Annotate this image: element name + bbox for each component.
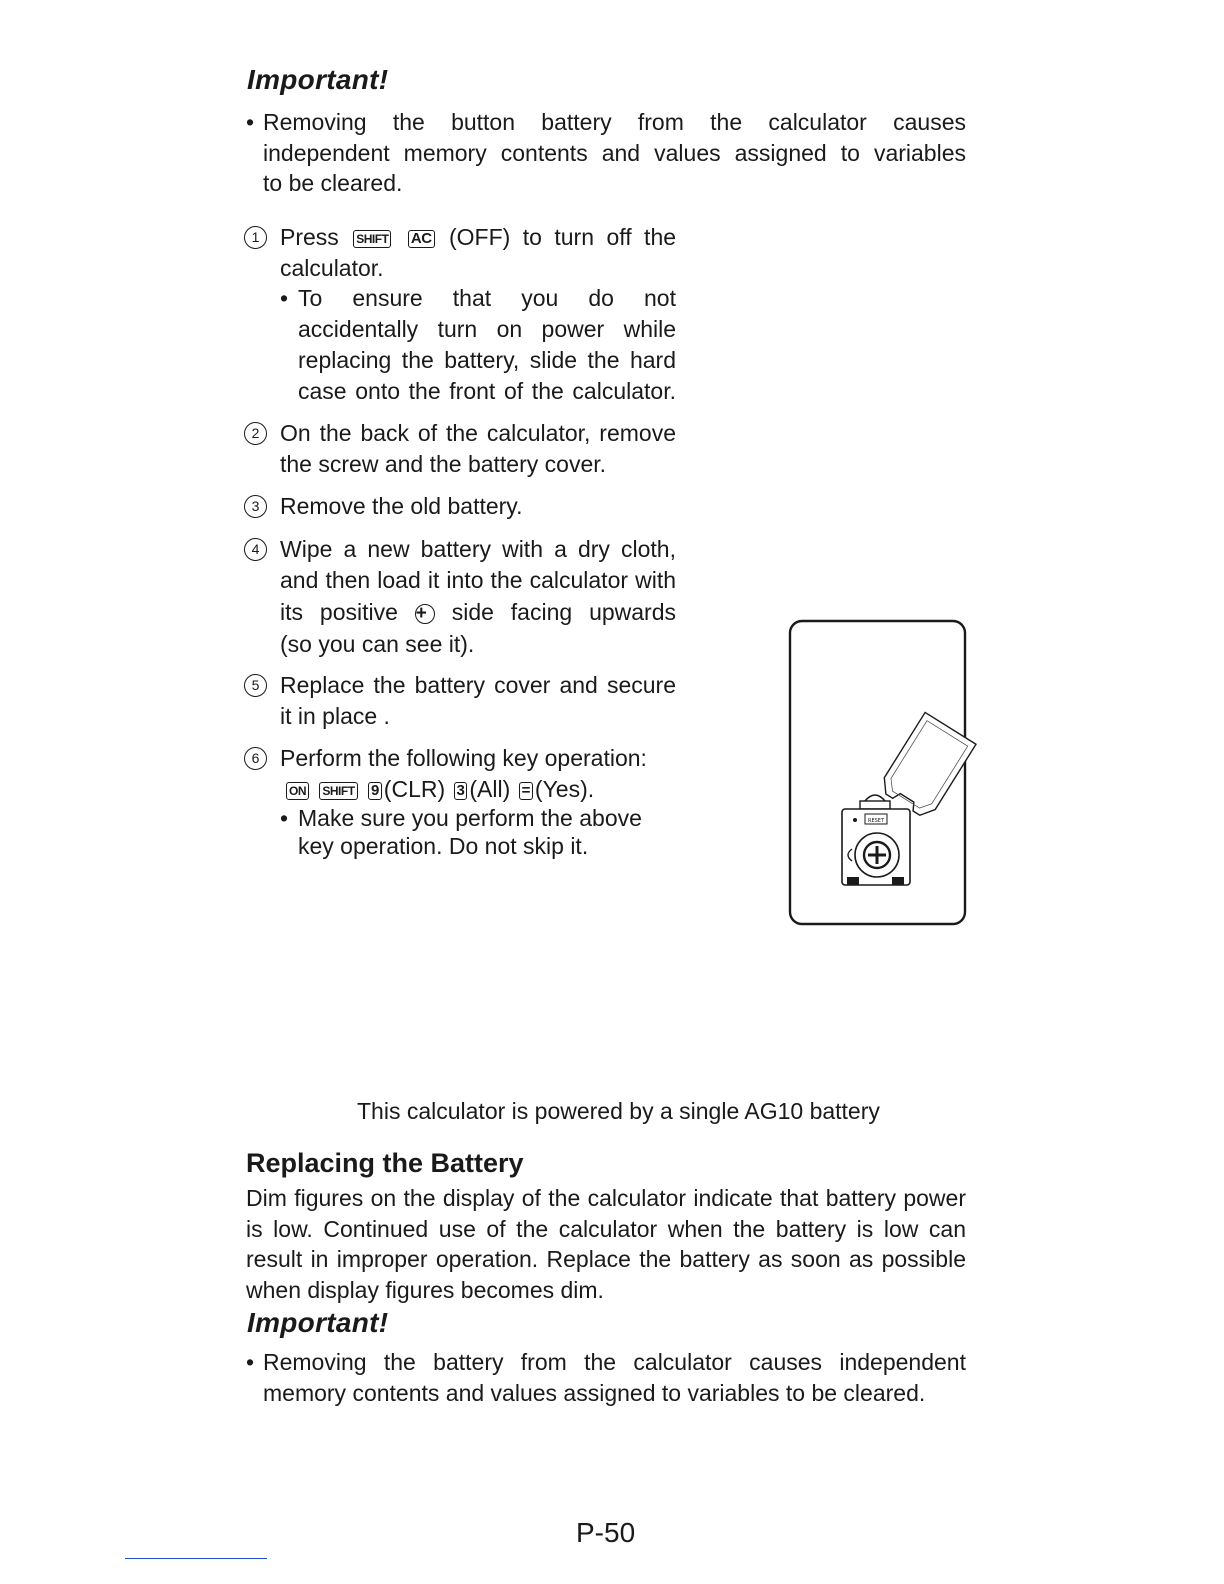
step-1-sub-line-1: To ensure that you do not <box>298 285 676 312</box>
step-6-number: 6 <box>244 747 267 770</box>
top-important-bullet: • <box>246 109 255 135</box>
step-1-number: 1 <box>244 226 267 249</box>
replacing-line-4: when display figures becomes dim. <box>246 1277 604 1304</box>
step-6-sub-bullet: • <box>280 805 289 832</box>
step-6 <box>244 743 676 860</box>
step-4-side-text: side facing upwards <box>451 599 677 626</box>
replacing-line-1: Dim figures on the display of the calculator indicate that battery power <box>246 1185 966 1211</box>
on-key-icon: ON <box>286 782 309 800</box>
step-1-off-text: (OFF) to turn off the <box>449 224 677 250</box>
step-4-positive-label: its positive <box>280 599 398 626</box>
step-4-line-1: Wipe a new battery with a dry cloth, <box>280 536 676 562</box>
step-5 <box>244 670 676 731</box>
step-2-line-2: the screw and the battery cover. <box>280 450 607 477</box>
step-4-line-4: (so you can see it). <box>280 631 475 658</box>
step-2-line-1: On the back of the calculator, remove <box>280 420 676 446</box>
yes-label: (Yes). <box>534 775 595 802</box>
shift-key-icon: SHIFT <box>353 230 391 248</box>
step-5-line-2: it in place . <box>280 702 390 729</box>
step-6-line-1: Perform the following key operation: <box>280 745 647 771</box>
battery-holder-icon <box>842 795 910 885</box>
bottom-important-bullet: • <box>246 1349 255 1375</box>
step-1-sub-line-4: case onto the front of the calculator. <box>298 377 676 404</box>
step-2 <box>244 418 676 479</box>
step-4-line-2: and then load it into the calculator with <box>280 566 676 593</box>
equals-key-icon: = <box>519 782 533 800</box>
top-important-heading: Important! <box>247 64 389 95</box>
step-6-key-sequence <box>284 774 676 805</box>
replacing-battery-paragraph <box>246 1183 966 1306</box>
page-number: P-50 <box>576 1517 636 1548</box>
step-1 <box>244 222 676 406</box>
step-6-subnote <box>280 804 676 860</box>
step-5-number: 5 <box>244 674 267 697</box>
step-1-line-2: calculator. <box>280 254 384 281</box>
step-3 <box>244 491 676 522</box>
bottom-important-heading: Important! <box>247 1307 389 1338</box>
power-note: This calculator is powered by a single AG10 battery <box>357 1098 880 1124</box>
bottom-important-line-2: memory contents and values assigned to variables to be cleared. <box>263 1379 926 1406</box>
shift-key-icon: SHIFT <box>319 782 357 800</box>
clr-label: (CLR) <box>383 775 446 802</box>
top-important-line-1: Removing the button battery from the calculator causes <box>263 109 966 135</box>
step-4-number: 4 <box>244 538 267 561</box>
nine-key-icon: 9 <box>368 782 382 800</box>
replacing-line-2: is low. Continued use of the calculator when the battery is low can <box>246 1215 966 1242</box>
section-title-replacing-battery: Replacing the Battery <box>246 1148 524 1178</box>
bottom-important-block <box>246 1347 966 1408</box>
top-important-line-2: independent memory contents and values assigned to variables <box>263 139 966 166</box>
step-2-number: 2 <box>244 422 267 445</box>
step-4-line-3 <box>280 595 676 629</box>
step-1-sub-bullet: • <box>280 285 289 312</box>
step-3-line-1: Remove the old battery. <box>280 493 523 519</box>
three-key-icon: 3 <box>454 782 468 800</box>
step-1-press-label: Press <box>280 224 339 250</box>
step-3-number: 3 <box>244 495 267 518</box>
ac-key-icon: AC <box>408 230 435 248</box>
step-1-line-1 <box>280 222 676 253</box>
battery-compartment-illustration <box>780 615 990 935</box>
step-1-subnote <box>280 283 676 406</box>
top-important-block <box>246 107 966 199</box>
step-6-sub-line-2: key operation. Do not skip it. <box>298 833 589 860</box>
replacing-line-3: result in improper operation. Replace the battery as soon as possible <box>246 1246 966 1273</box>
step-4 <box>244 534 676 660</box>
step-1-sub-line-2: accidentally turn on power while <box>298 316 676 343</box>
step-5-line-1: Replace the battery cover and secure <box>280 672 676 698</box>
step-1-sub-line-3: replacing the battery, slide the hard <box>298 346 676 373</box>
bottom-important-line-1: Removing the battery from the calculator causes independent <box>263 1349 966 1375</box>
step-6-sub-line-1: Make sure you perform the above <box>298 805 642 832</box>
all-label: (All) <box>469 775 511 802</box>
top-important-line-3: to be cleared. <box>263 170 403 197</box>
positive-plus-icon: + <box>415 604 435 624</box>
footer-rule <box>125 1558 267 1559</box>
reset-label: RESET <box>867 818 885 824</box>
